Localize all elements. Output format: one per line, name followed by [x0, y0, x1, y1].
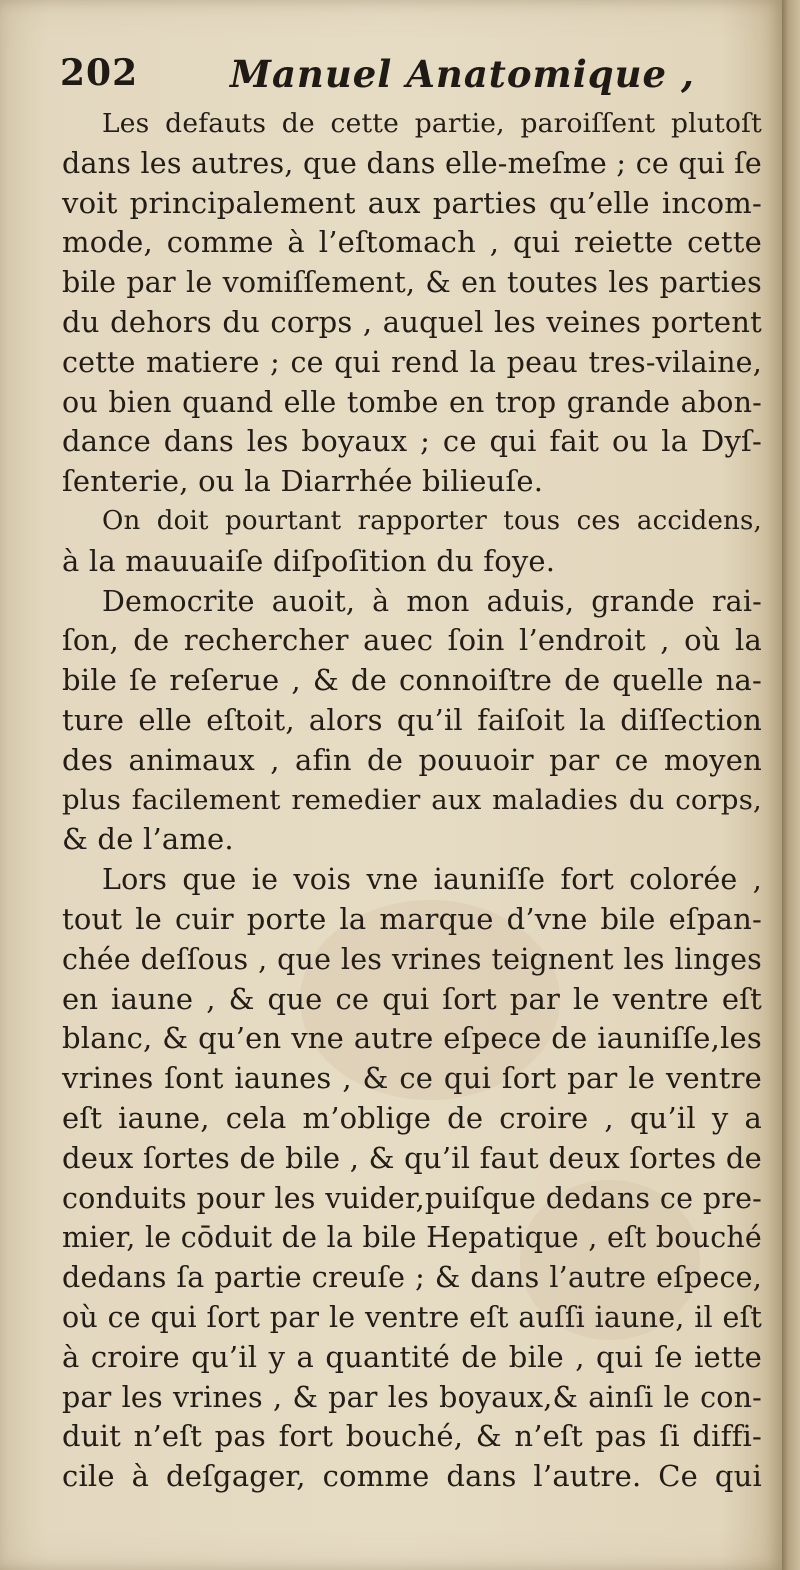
- page-header: [60, 52, 750, 108]
- text-line: ture elle eſtoit, alors qu’il faiſoit la diſſection: [62, 702, 762, 737]
- text-line: On doit pourtant rapporter tous ces accidens,: [102, 505, 762, 536]
- text-line: ſenterie, ou la Diarrhée bilieuſe.: [62, 464, 544, 499]
- text-line: cette matiere ; ce qui rend la peau tres-vilaine,: [62, 345, 762, 379]
- text-line: à la mauuaiſe diſpoſition du foye.: [62, 543, 556, 578]
- text-line: cile à deſgager, comme dans l’autre. Ce qui: [62, 1459, 762, 1494]
- text-line: duit n’eſt pas fort bouché, & n’eſt pas ſi diffi-: [62, 1419, 762, 1454]
- text-line: dance dans les boyaux ; ce qui fait ou la Dyſ-: [62, 424, 762, 459]
- text-line: vrines ſont iaunes , & ce qui ſort par le ventre: [62, 1061, 762, 1096]
- page-gutter: [782, 0, 800, 1570]
- running-title: Manuel Anatomique ,: [230, 52, 695, 96]
- text-line: du dehors du corps , auquel les veines portent: [62, 304, 762, 339]
- text-line: plus facilement remedier aux maladies du corps,: [62, 783, 762, 816]
- text-line: à croire qu’il y a quantité de bile , qui ſe iette: [62, 1339, 762, 1374]
- text-line: des animaux , afin de pouuoir par ce moyen: [62, 742, 762, 777]
- text-line: mode, comme à l’eſtomach , qui reiette cette: [62, 225, 762, 260]
- text-line: bile ſe reſerue , & de connoiſtre de quelle na-: [62, 663, 762, 698]
- text-line: Democrite auoit, à mon aduis, grande rai-: [102, 584, 762, 618]
- text-line: blanc, & qu’en vne autre eſpece de iauniſſe,les: [62, 1021, 762, 1056]
- text-line: conduits pour les vuider,puiſque dedans ce pre-: [62, 1181, 762, 1215]
- page-number: 202: [60, 52, 139, 94]
- text-line: mier, le cōduit de la bile Hepatique , eſt bouché: [62, 1221, 762, 1255]
- text-line: tout le cuir porte la marque d’vne bile eſpan-: [62, 901, 762, 936]
- text-line: par les vrines , & par les boyaux,& ainſi le con-: [62, 1380, 762, 1414]
- body-text: [62, 104, 762, 1497]
- text-line: Les defauts de cette partie, paroiſſent plutoſt: [102, 108, 762, 139]
- text-line: dedans ſa partie creuſe ; & dans l’autre eſpece,: [62, 1261, 762, 1295]
- text-line: ou bien quand elle tombe en trop grande abon-: [62, 385, 762, 419]
- text-line: Lors que ie vois vne iauniſſe fort colorée ,: [102, 863, 762, 897]
- text-line: deux ſortes de bile , & qu’il faut deux ſortes de: [62, 1140, 762, 1175]
- text-line: bile par le vomiſſement, & en toutes les parties: [62, 266, 762, 300]
- text-line: chée deſſous , que les vrines teignent les linges: [62, 942, 762, 976]
- text-line: eſt iaune, cela m’oblige de croire , qu’il y a: [62, 1100, 762, 1135]
- text-line: ſon, de rechercher auec ſoin l’endroit , où la: [62, 623, 762, 658]
- text-line: où ce qui ſort par le ventre eſt auſſi iaune, il eſt: [62, 1300, 762, 1334]
- text-line: dans les autres, que dans elle-meſme ; ce qui ſe: [62, 146, 762, 180]
- text-line: en iaune , & que ce qui ſort par le ventre eſt: [62, 981, 762, 1016]
- text-line: & de l’ame.: [62, 822, 234, 857]
- text-line: voit principalement aux parties qu’elle incom-: [62, 185, 762, 220]
